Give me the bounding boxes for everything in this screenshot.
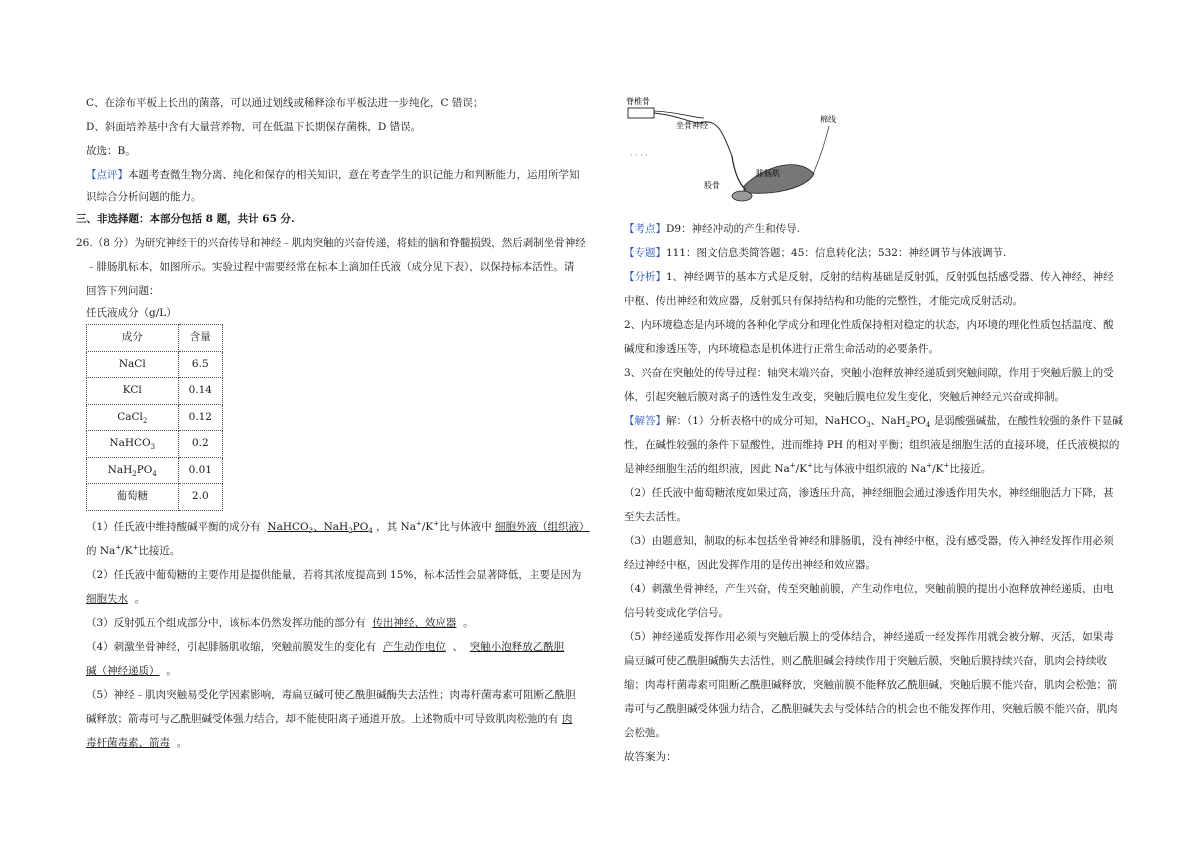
sub-question-4-line-2: 碱（神经递质） 。 [86,665,177,677]
fenxi-line-5: 3、兴奋在突触处的传导过程：轴突末端兴奋，突触小泡释放神经递质到突触间隙，作用于突触后膜上的受 [624,367,1114,379]
jieda-line-9: 信号转变成化学信号。 [624,607,729,619]
answer-blank: 细胞外液（组织液） [494,521,590,533]
dots-decor: · · · · [630,151,648,160]
jieda-line-8: （4）刺激坐骨神经，产生兴奋，传至突触前膜，产生动作电位，突触前膜的提出小泡释放神经递质，由电 [624,583,1114,595]
nerve-muscle-figure [624,96,854,214]
section-title: 三、非选择题：本部分包括 8 题，共计 65 分. [76,213,295,225]
sub-question-5-line-3: 毒杆菌毒素、箭毒 。 [86,737,188,749]
jieda-line-12: 缩；肉毒杆菌毒素可阻断乙酰胆碱释放，突触前膜不能释放乙酰胆碱，突触后膜不能兴奋，肌肉会松弛；箭 [624,679,1118,691]
fenxi-line-4: 碱度和渗透压等，内环境稳态是机体进行正常生命活动的必要条件。 [624,343,939,355]
jieda-line-6: （3）由题意知，制取的标本包括坐骨神经和腓肠肌，没有神经中枢，没有感受器，传入神经发挥作用必须 [624,535,1114,547]
final-answer-label: 故答案为： [624,751,677,763]
header-component: 成分 [87,325,179,352]
fenxi-line-3: 2、内环境稳态是内环境的各种化学成分和理化性质保持相对稳定的状态，内环境的理化性质包括温度、酸 [624,319,1114,331]
sub-question-4-line-1: （4）刺激坐骨神经，引起腓肠肌收缩，突触前膜发生的变化有 产生动作电位 、 突触小泡释放乙酰胆 [86,641,565,653]
jieda-line-2: 性，在碱性较强的条件下显酸性，进而维持 PH 的相对平衡；组织液是细胞生活的直接环境，任氏液模拟的 [624,439,1120,451]
comment-tag: 【点评】 [86,169,128,181]
jieda-line-5: 至失去活性。 [624,511,687,523]
answer-blank: 毒杆菌毒素、箭毒 [86,737,170,749]
answer-blank: NaHCO$_3$、$NaH_2PO_4$ [267,521,373,536]
nerve-line [654,113,732,156]
comment-line-2: 识综合分析问题的能力。 [86,191,202,203]
answer-line: 故选：B。 [86,145,136,157]
label-bone: 股骨 [704,181,720,190]
kaodian-line: 【考点】D9：神经冲动的产生和传导. [624,223,800,235]
zhuanti-tag: 【专题】 [624,247,666,259]
sub-question-1-line-2: 的 Na+/K+比接近。 [86,543,181,557]
jieda-tag: 【解答】 [624,415,666,427]
label-spine: 脊椎骨 [626,97,650,106]
answer-blank: 碱（神经递质） [86,665,160,677]
femur-shape [732,191,752,201]
answer-blank: 产生动作电位 [382,641,446,653]
nerve-to-muscle [732,156,746,190]
q26-line-2: ﹣腓肠肌标本，如图所示。实验过程中需要经常在标本上滴加任氏液（成分见下表），以保持标本活性。请 [86,261,575,273]
sub-question-1-line-1: （1）任氏液中维持酸碱平衡的成分有 NaHCO$_3$、$NaH_2PO_4$ ，其 Na+/K+比与体液中 细胞外液（组织液） [86,519,590,536]
sub-question-2-line-2: 细胞失水 。 [86,593,146,605]
q26-line-3: 回答下列问题： [86,285,160,297]
table-caption: 任氏液成分（g/L） [86,307,177,319]
jieda-line-1: 【解答】解：（1）分析表格中的成分可知，NaHCO$_3$、$NaH_2PO_4$ 是弱酸强碱盐，在酸性较强的条件下显碱 [624,415,1123,430]
sub-question-5-line-2: 碱释放；箭毒可与乙酰胆碱受体强力结合，却不能使阳离子通道开放。上述物质中可导致肌肉松弛的有 肉 [86,713,573,725]
option-c-line: C、在涂布平板上长出的菌落，可以通过划线或稀释涂布平板法进一步纯化，C 错误； [86,97,484,109]
table-row: $NaH_2PO_4$ 0.01 [87,457,223,484]
label-muscle: 腓肠肌 [756,169,780,178]
kaodian-tag: 【考点】 [624,223,666,235]
spine-shape [628,108,654,118]
nerve-line-2 [654,111,704,118]
fenxi-line-2: 中枢、传出神经和效应器，反射弧只有保持结构和功能的完整性，才能完成反射活动。 [624,295,1023,307]
sub-question-5-line-1: （5）神经﹣肌肉突触易受化学因素影响，毒扁豆碱可使乙酰胆碱酶失去活性；肉毒杆菌毒素可阻断乙酰胆 [86,689,576,701]
label-thread: 棉线 [820,115,836,124]
table-row: NaCl 6.5 [87,351,223,378]
table-header-row [87,325,223,352]
thread-line [812,126,829,176]
fenxi-line-1: 【分析】1、神经调节的基本方式是反射，反射的结构基础是反射弧，反射弧包括感受器、传入神经、神经 [624,271,1114,283]
label-sciatic: 坐骨神经 [676,121,708,130]
table-row: 葡萄糖 2.0 [87,484,223,511]
answer-blank: 细胞失水 [86,593,128,605]
jieda-line-3: 是神经细胞生活的组织液，因此 Na+/K+比与体液中组织液的 Na+/K+比接近。 [624,461,992,475]
table-row: NaHCO$_3$ 0.2 [87,431,223,458]
composition-table [86,324,223,511]
jieda-line-14: 会松弛。 [624,727,666,739]
jieda-line-4: （2）任氏液中葡萄糖浓度如果过高，渗透压升高，神经细胞会通过渗透作用失水，神经细胞活力下降，甚 [624,487,1114,499]
jieda-line-10: （5）神经递质发挥作用必须与突触后膜上的受体结合，神经递质一经发挥作用就会被分解、灭活，如果毒 [624,631,1114,643]
jieda-line-11: 扁豆碱可使乙酰胆碱酶失去活性，则乙酰胆碱会持续作用于突触后膜，突触后膜持续兴奋，肌肉会持续收 [624,655,1107,667]
answer-blank: 传出神经、效应器 [372,617,457,629]
table-row: CaCl$_2$ 0.12 [87,404,223,431]
jieda-line-13: 毒可与乙酰胆碱受体强力结合，乙酰胆碱失去与受体结合的机会也不能发挥作用，突触后膜不能兴奋，肌肉 [624,703,1118,715]
option-d-line: D、斜面培养基中含有大量营养物，可在低温下长期保存菌株，D 错误。 [86,121,422,133]
jieda-line-7: 经过神经中枢，因此发挥作用的是传出神经和效应器。 [624,559,876,571]
zhuanti-line: 【专题】111：图文信息类简答题；45：信息转化法；532：神经调节与体液调节. [624,247,1007,259]
answer-blank: 肉 [561,713,573,725]
comment-line-1: 【点评】本题考查微生物分离、纯化和保存的相关知识，意在考查学生的识记能力和判断能力，运用所学知 [86,169,580,181]
fenxi-tag: 【分析】 [624,271,666,283]
table-row: KCl 0.14 [87,378,223,405]
q26-line-1: 26.（8 分）为研究神经干的兴奋传导和神经﹣肌肉突触的兴奋传递，将蛙的脑和脊髓损毁，然后剥制坐骨神经 [76,237,586,249]
fenxi-line-6: 体，引起突触后膜对离子的透性发生改变，突触后膜电位发生变化，突触后神经元兴奋或抑制。 [624,391,1065,403]
sub-question-3: （3）反射弧五个组成部分中，该标本仍然发挥功能的部分有 传出神经、效应器 。 [86,617,474,629]
sub-question-2-line-1: （2）任氏液中葡萄糖的主要作用是提供能量，若将其浓度提高到 15%，标本活性会显著降低，主要是因为 [86,569,582,581]
header-amount: 含量 [178,325,222,352]
answer-blank: 突触小泡释放乙酰胆 [469,641,565,653]
